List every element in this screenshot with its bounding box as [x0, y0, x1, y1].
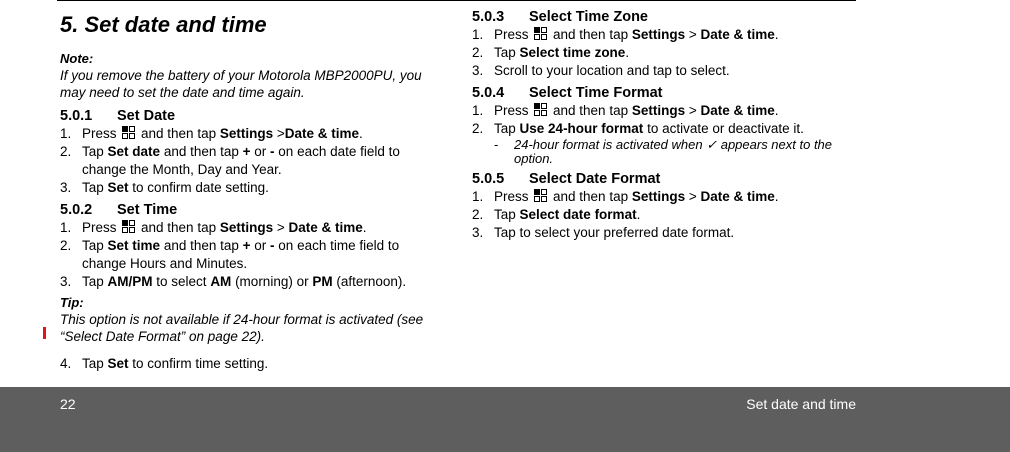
- final-step-list: [60, 355, 445, 373]
- step-text: Tap Set to confirm time setting.: [82, 356, 269, 371]
- step-number: 4.: [60, 356, 72, 371]
- step-text: Tap Set time and then tap + or - on each time field to change Hours and Minutes.: [82, 238, 400, 271]
- step-number: 2.: [472, 121, 484, 136]
- step-text: Press and then tap Settings > Date & time.: [494, 189, 779, 204]
- list-item: [472, 44, 862, 62]
- step-number: 1.: [472, 103, 484, 118]
- section-title: Select Time Zone: [529, 9, 648, 25]
- list-item: [472, 206, 862, 224]
- list-item: [472, 62, 862, 80]
- section-5-0-3: [472, 8, 862, 80]
- menu-grid-icon: [534, 103, 547, 116]
- step-number: 2.: [472, 45, 484, 60]
- step-text: Tap Set date and then tap + or - on each date field to change the Month, Day and Year.: [82, 144, 400, 177]
- list-item: [60, 219, 445, 237]
- section-5-0-2: [60, 201, 445, 291]
- list-item: [472, 224, 862, 242]
- step-text: Tap Select date format.: [494, 207, 641, 222]
- step-number: 3.: [472, 225, 484, 240]
- section-heading: [60, 201, 445, 219]
- bullet-dash: -: [494, 137, 499, 152]
- left-sections: [60, 107, 445, 291]
- section-heading: [472, 170, 862, 188]
- left-column: [60, 8, 445, 373]
- list-item: [60, 125, 445, 143]
- list-item: [60, 355, 445, 373]
- step-list: [60, 125, 445, 197]
- page-footer: [0, 387, 1010, 452]
- list-item: [472, 120, 862, 138]
- step-text: Scroll to your location and tap to select.: [494, 63, 730, 78]
- section-number: 5.0.2: [60, 202, 93, 218]
- step-text: Tap to select your preferred date format.: [494, 225, 735, 240]
- section-5-0-5: [472, 170, 862, 242]
- menu-grid-icon: [122, 220, 135, 233]
- list-item: [472, 26, 862, 44]
- section-number: 5.0.5: [472, 171, 505, 187]
- sub-bullet: [494, 138, 862, 166]
- running-title: Set date and time: [746, 396, 856, 412]
- step-list: [472, 102, 862, 138]
- list-item: [472, 188, 862, 206]
- top-rule: [57, 0, 856, 1]
- step-text: Press and then tap Settings > Date & time.: [494, 27, 779, 42]
- list-item: [472, 102, 862, 120]
- step-number: 1.: [60, 126, 72, 141]
- step-number: 1.: [60, 220, 72, 235]
- step-list: [472, 26, 862, 80]
- section-number: 5.0.3: [472, 9, 505, 25]
- note-text: If you remove the battery of your Motorola MBP2000PU, you may need to set the date and time again.: [60, 68, 422, 100]
- section-title: Set Date: [117, 108, 176, 124]
- menu-grid-icon: [534, 27, 547, 40]
- list-item: [60, 237, 445, 273]
- section-title: Set Time: [117, 202, 178, 218]
- step-list: [60, 219, 445, 291]
- right-column: [472, 8, 862, 242]
- menu-grid-icon: [534, 189, 547, 202]
- step-text: Press and then tap Settings > Date & time.: [82, 220, 367, 235]
- section-heading: [472, 84, 862, 102]
- change-bar: [43, 327, 46, 339]
- step-number: 2.: [472, 207, 484, 222]
- section-heading: [472, 8, 862, 26]
- step-text: Tap Select time zone.: [494, 45, 630, 60]
- step-text: Press and then tap Settings > Date & time.: [494, 103, 779, 118]
- step-number: 3.: [60, 180, 72, 195]
- section-5-0-1: [60, 107, 445, 197]
- list-item: [60, 143, 445, 179]
- page-number: 22: [60, 396, 76, 412]
- step-text: Press and then tap Settings >Date & time.: [82, 126, 363, 141]
- right-sections: [472, 8, 862, 242]
- section-title: Select Time Format: [529, 85, 663, 101]
- section-number: 5.0.1: [60, 108, 93, 124]
- step-list: [472, 188, 862, 242]
- step-number: 1.: [472, 189, 484, 204]
- menu-grid-icon: [122, 126, 135, 139]
- tip-label: Tip:: [60, 295, 84, 310]
- section-5-0-4: [472, 84, 862, 166]
- step-text: Tap AM/PM to select AM (morning) or PM (afternoon).: [82, 274, 407, 289]
- section-title: Select Date Format: [529, 171, 661, 187]
- section-heading: [60, 107, 445, 125]
- chapter-title: 5. Set date and time: [60, 12, 267, 37]
- step-number: 3.: [472, 63, 484, 78]
- step-text: Tap Use 24-hour format to activate or deactivate it.: [494, 121, 804, 136]
- step-number: 2.: [60, 144, 72, 159]
- list-item: [60, 179, 445, 197]
- tip-text: This option is not available if 24-hour format is activated (see “Select Date Format” on page 22).: [60, 312, 424, 344]
- section-number: 5.0.4: [472, 85, 505, 101]
- step-text: Tap Set to confirm date setting.: [82, 180, 269, 195]
- step-number: 2.: [60, 238, 72, 253]
- step-number: 3.: [60, 274, 72, 289]
- step-number: 1.: [472, 27, 484, 42]
- sub-bullet-text: 24-hour format is activated when ✓ appears next to the option.: [514, 137, 833, 166]
- list-item: [60, 273, 445, 291]
- note-label: Note:: [60, 51, 94, 66]
